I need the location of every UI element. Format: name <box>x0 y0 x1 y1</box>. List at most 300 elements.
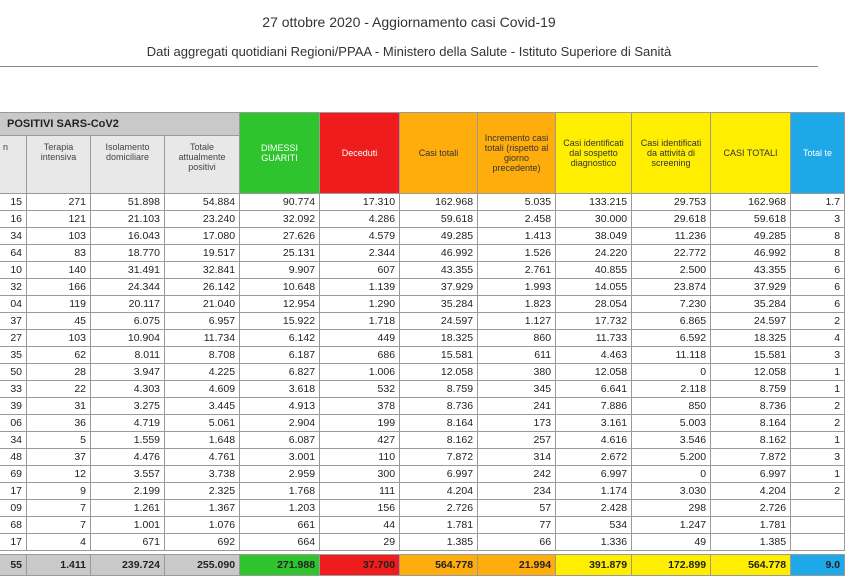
cell-isolamento-domiciliare: 1.261 <box>91 500 165 517</box>
cell-dimessi-guariti: 4.913 <box>240 398 320 415</box>
cell-deceduti: 44 <box>320 517 400 534</box>
table-row <box>0 483 845 500</box>
cell-casi-totali-2: 8.162 <box>711 432 791 449</box>
cell-incremento: 173 <box>478 415 556 432</box>
cell-casi-totali-2: 8.759 <box>711 381 791 398</box>
cell-dimessi-guariti: 661 <box>240 517 320 534</box>
cell-terapia-intensiva: 83 <box>27 245 91 262</box>
cell-ricoverati: 17 <box>0 483 27 500</box>
cell-totale-positivi: 17.080 <box>165 228 240 245</box>
cell-casi-totali: 4.204 <box>400 483 478 500</box>
cell-terapia-intensiva: 37 <box>27 449 91 466</box>
cell-terapia-intensiva: 119 <box>27 296 91 313</box>
cell-totale-tamponi <box>791 517 845 534</box>
cell-incremento: 345 <box>478 381 556 398</box>
cell-isolamento-domiciliare: 8.011 <box>91 347 165 364</box>
cell-ricoverati: 34 <box>0 228 27 245</box>
cell-incremento: 241 <box>478 398 556 415</box>
cell-screening: 11.236 <box>632 228 711 245</box>
cell-deceduti: 378 <box>320 398 400 415</box>
cell-screening: 3.030 <box>632 483 711 500</box>
cell-screening: 49 <box>632 534 711 551</box>
cell-casi-totali-2: 8.736 <box>711 398 791 415</box>
cell-isolamento-domiciliare: 20.117 <box>91 296 165 313</box>
total-incremento: 21.994 <box>478 555 556 576</box>
cell-deceduti: 29 <box>320 534 400 551</box>
cell-terapia-intensiva: 103 <box>27 330 91 347</box>
cell-ricoverati: 32 <box>0 279 27 296</box>
cell-ricoverati: 04 <box>0 296 27 313</box>
table-row <box>0 466 845 483</box>
cell-ricoverati: 37 <box>0 313 27 330</box>
col-header-totale-positivi: Totale attualmente positivi <box>165 136 240 194</box>
cell-screening: 3.546 <box>632 432 711 449</box>
cell-dimessi-guariti: 3.618 <box>240 381 320 398</box>
cell-casi-totali-2: 24.597 <box>711 313 791 330</box>
cell-sospetto-diagnostico: 6.997 <box>556 466 632 483</box>
cell-dimessi-guariti: 32.092 <box>240 211 320 228</box>
cell-totale-tamponi: 3 <box>791 211 845 228</box>
cell-deceduti: 1.290 <box>320 296 400 313</box>
col-header-isolamento-domiciliare: Isolamento domiciliare <box>91 136 165 194</box>
cell-sospetto-diagnostico: 30.000 <box>556 211 632 228</box>
cell-dimessi-guariti: 3.001 <box>240 449 320 466</box>
total-terapia-intensiva: 1.411 <box>27 555 91 576</box>
report-subtitle: Dati aggregati quotidiani Regioni/PPAA - Ministero della Salute - Istituto Superiore di Sanità <box>146 44 672 59</box>
cell-deceduti: 199 <box>320 415 400 432</box>
table-row <box>0 347 845 364</box>
cell-terapia-intensiva: 9 <box>27 483 91 500</box>
total-totale-positivi: 255.090 <box>165 555 240 576</box>
cell-casi-totali: 1.781 <box>400 517 478 534</box>
cell-terapia-intensiva: 31 <box>27 398 91 415</box>
cell-deceduti: 449 <box>320 330 400 347</box>
cell-totale-positivi: 32.841 <box>165 262 240 279</box>
cell-isolamento-domiciliare: 1.559 <box>91 432 165 449</box>
cell-screening: 29.753 <box>632 194 711 211</box>
cell-totale-tamponi: 3 <box>791 449 845 466</box>
cell-screening: 6.592 <box>632 330 711 347</box>
cell-isolamento-domiciliare: 3.947 <box>91 364 165 381</box>
title-divider <box>0 66 818 67</box>
cell-dimessi-guariti: 25.131 <box>240 245 320 262</box>
cell-ricoverati: 35 <box>0 347 27 364</box>
cell-sospetto-diagnostico: 11.733 <box>556 330 632 347</box>
cell-screening: 2.118 <box>632 381 711 398</box>
cell-ricoverati: 39 <box>0 398 27 415</box>
cell-deceduti: 532 <box>320 381 400 398</box>
cell-dimessi-guariti: 10.648 <box>240 279 320 296</box>
cell-casi-totali-2: 7.872 <box>711 449 791 466</box>
cell-casi-totali: 6.997 <box>400 466 478 483</box>
cell-incremento: 257 <box>478 432 556 449</box>
cell-ricoverati: 09 <box>0 500 27 517</box>
cell-screening: 6.865 <box>632 313 711 330</box>
covid-data-table <box>0 112 845 576</box>
total-isolamento-domiciliare: 239.724 <box>91 555 165 576</box>
cell-dimessi-guariti: 1.203 <box>240 500 320 517</box>
cell-totale-positivi: 1.367 <box>165 500 240 517</box>
total-casi-totali-2: 564.778 <box>711 555 791 576</box>
cell-terapia-intensiva: 121 <box>27 211 91 228</box>
cell-casi-totali-2: 2.726 <box>711 500 791 517</box>
cell-screening: 29.618 <box>632 211 711 228</box>
cell-ricoverati: 33 <box>0 381 27 398</box>
cell-casi-totali-2: 6.997 <box>711 466 791 483</box>
cell-terapia-intensiva: 45 <box>27 313 91 330</box>
cell-deceduti: 427 <box>320 432 400 449</box>
cell-casi-totali: 8.162 <box>400 432 478 449</box>
cell-deceduti: 300 <box>320 466 400 483</box>
cell-deceduti: 607 <box>320 262 400 279</box>
cell-casi-totali: 43.355 <box>400 262 478 279</box>
cell-casi-totali: 24.597 <box>400 313 478 330</box>
cell-deceduti: 111 <box>320 483 400 500</box>
cell-screening: 298 <box>632 500 711 517</box>
cell-casi-totali-2: 4.204 <box>711 483 791 500</box>
cell-sospetto-diagnostico: 38.049 <box>556 228 632 245</box>
table-row <box>0 398 845 415</box>
cell-dimessi-guariti: 27.626 <box>240 228 320 245</box>
cell-isolamento-domiciliare: 51.898 <box>91 194 165 211</box>
cell-terapia-intensiva: 7 <box>27 517 91 534</box>
cell-screening: 7.230 <box>632 296 711 313</box>
cell-deceduti: 110 <box>320 449 400 466</box>
cell-totale-positivi: 1.076 <box>165 517 240 534</box>
table-row <box>0 534 845 551</box>
cell-totale-tamponi: 3 <box>791 347 845 364</box>
cell-deceduti: 156 <box>320 500 400 517</box>
cell-casi-totali: 59.618 <box>400 211 478 228</box>
cell-sospetto-diagnostico: 534 <box>556 517 632 534</box>
cell-isolamento-domiciliare: 4.719 <box>91 415 165 432</box>
cell-casi-totali: 35.284 <box>400 296 478 313</box>
cell-dimessi-guariti: 1.768 <box>240 483 320 500</box>
cell-terapia-intensiva: 103 <box>27 228 91 245</box>
cell-casi-totali-2: 162.968 <box>711 194 791 211</box>
cell-sospetto-diagnostico: 6.641 <box>556 381 632 398</box>
total-deceduti: 37.700 <box>320 555 400 576</box>
cell-totale-tamponi: 2 <box>791 483 845 500</box>
cell-totale-tamponi: 1 <box>791 466 845 483</box>
cell-isolamento-domiciliare: 10.904 <box>91 330 165 347</box>
cell-totale-tamponi: 2 <box>791 415 845 432</box>
cell-casi-totali-2: 35.284 <box>711 296 791 313</box>
cell-ricoverati: 34 <box>0 432 27 449</box>
table-row <box>0 313 845 330</box>
cell-totale-tamponi: 2 <box>791 313 845 330</box>
cell-incremento: 234 <box>478 483 556 500</box>
cell-sospetto-diagnostico: 4.463 <box>556 347 632 364</box>
cell-incremento: 611 <box>478 347 556 364</box>
cell-deceduti: 17.310 <box>320 194 400 211</box>
cell-isolamento-domiciliare: 671 <box>91 534 165 551</box>
cell-terapia-intensiva: 271 <box>27 194 91 211</box>
cell-terapia-intensiva: 140 <box>27 262 91 279</box>
cell-incremento: 242 <box>478 466 556 483</box>
cell-dimessi-guariti: 6.087 <box>240 432 320 449</box>
cell-casi-totali: 8.759 <box>400 381 478 398</box>
cell-isolamento-domiciliare: 4.476 <box>91 449 165 466</box>
cell-totale-tamponi: 1 <box>791 432 845 449</box>
cell-dimessi-guariti: 6.142 <box>240 330 320 347</box>
cell-deceduti: 4.286 <box>320 211 400 228</box>
cell-sospetto-diagnostico: 3.161 <box>556 415 632 432</box>
positivi-group-header: POSITIVI SARS-CoV2 <box>0 113 240 136</box>
cell-casi-totali: 8.164 <box>400 415 478 432</box>
table-row <box>0 245 845 262</box>
cell-casi-totali: 15.581 <box>400 347 478 364</box>
col-header-screening: Casi identificati da attività di screening <box>632 113 711 194</box>
cell-totale-positivi: 3.738 <box>165 466 240 483</box>
cell-dimessi-guariti: 12.954 <box>240 296 320 313</box>
cell-totale-positivi: 3.445 <box>165 398 240 415</box>
cell-ricoverati: 48 <box>0 449 27 466</box>
cell-casi-totali: 18.325 <box>400 330 478 347</box>
cell-sospetto-diagnostico: 12.058 <box>556 364 632 381</box>
cell-screening: 850 <box>632 398 711 415</box>
table-row <box>0 517 845 534</box>
group-header-row <box>0 113 845 136</box>
cell-sospetto-diagnostico: 2.428 <box>556 500 632 517</box>
cell-ricoverati: 06 <box>0 415 27 432</box>
cell-ricoverati: 64 <box>0 245 27 262</box>
cell-screening: 22.772 <box>632 245 711 262</box>
table-row <box>0 415 845 432</box>
cell-totale-positivi: 54.884 <box>165 194 240 211</box>
table-row <box>0 432 845 449</box>
totals-row <box>0 555 845 576</box>
cell-dimessi-guariti: 6.187 <box>240 347 320 364</box>
cell-incremento: 77 <box>478 517 556 534</box>
cell-sospetto-diagnostico: 40.855 <box>556 262 632 279</box>
cell-isolamento-domiciliare: 3.275 <box>91 398 165 415</box>
cell-totale-positivi: 19.517 <box>165 245 240 262</box>
cell-screening: 5.003 <box>632 415 711 432</box>
cell-sospetto-diagnostico: 4.616 <box>556 432 632 449</box>
cell-casi-totali-2: 46.992 <box>711 245 791 262</box>
table-row <box>0 262 845 279</box>
table-row <box>0 194 845 211</box>
table-row <box>0 364 845 381</box>
cell-sospetto-diagnostico: 1.174 <box>556 483 632 500</box>
cell-incremento: 380 <box>478 364 556 381</box>
cell-casi-totali-2: 49.285 <box>711 228 791 245</box>
cell-casi-totali: 7.872 <box>400 449 478 466</box>
table-body <box>0 194 845 576</box>
cell-casi-totali: 46.992 <box>400 245 478 262</box>
cell-totale-positivi: 4.225 <box>165 364 240 381</box>
cell-totale-positivi: 23.240 <box>165 211 240 228</box>
cell-incremento: 1.823 <box>478 296 556 313</box>
cell-sospetto-diagnostico: 24.220 <box>556 245 632 262</box>
total-sospetto-diagnostico: 391.879 <box>556 555 632 576</box>
cell-casi-totali: 49.285 <box>400 228 478 245</box>
total-casi-totali: 564.778 <box>400 555 478 576</box>
cell-terapia-intensiva: 166 <box>27 279 91 296</box>
cell-totale-positivi: 692 <box>165 534 240 551</box>
cell-incremento: 5.035 <box>478 194 556 211</box>
cell-totale-tamponi: 6 <box>791 262 845 279</box>
cell-totale-positivi: 6.957 <box>165 313 240 330</box>
cell-ricoverati: 68 <box>0 517 27 534</box>
cell-deceduti: 1.718 <box>320 313 400 330</box>
cell-dimessi-guariti: 2.904 <box>240 415 320 432</box>
total-totale-tamponi: 9.0 <box>791 555 845 576</box>
cell-deceduti: 4.579 <box>320 228 400 245</box>
cell-screening: 5.200 <box>632 449 711 466</box>
cell-sospetto-diagnostico: 7.886 <box>556 398 632 415</box>
cell-totale-tamponi: 1 <box>791 381 845 398</box>
cell-casi-totali-2: 15.581 <box>711 347 791 364</box>
col-header-casi-totali-2: CASI TOTALI <box>711 113 791 194</box>
cell-totale-tamponi: 1.7 <box>791 194 845 211</box>
cell-dimessi-guariti: 15.922 <box>240 313 320 330</box>
col-header-casi-totali: Casi totali <box>400 113 478 194</box>
table-row <box>0 330 845 347</box>
table-row <box>0 500 845 517</box>
cell-casi-totali-2: 37.929 <box>711 279 791 296</box>
cell-dimessi-guariti: 664 <box>240 534 320 551</box>
col-header-ricoverati: n <box>0 136 27 194</box>
col-header-incremento: Incremento casi totali (rispetto al giorno precedente) <box>478 113 556 194</box>
cell-ricoverati: 15 <box>0 194 27 211</box>
cell-casi-totali: 8.736 <box>400 398 478 415</box>
cell-casi-totali: 2.726 <box>400 500 478 517</box>
cell-isolamento-domiciliare: 4.303 <box>91 381 165 398</box>
cell-screening: 11.118 <box>632 347 711 364</box>
cell-terapia-intensiva: 5 <box>27 432 91 449</box>
cell-deceduti: 2.344 <box>320 245 400 262</box>
cell-incremento: 1.127 <box>478 313 556 330</box>
cell-totale-positivi: 5.061 <box>165 415 240 432</box>
cell-isolamento-domiciliare: 2.199 <box>91 483 165 500</box>
cell-incremento: 314 <box>478 449 556 466</box>
cell-casi-totali: 162.968 <box>400 194 478 211</box>
cell-terapia-intensiva: 12 <box>27 466 91 483</box>
cell-incremento: 1.526 <box>478 245 556 262</box>
cell-ricoverati: 50 <box>0 364 27 381</box>
cell-deceduti: 1.006 <box>320 364 400 381</box>
cell-totale-positivi: 11.734 <box>165 330 240 347</box>
cell-screening: 0 <box>632 364 711 381</box>
col-header-sospetto-diagnostico: Casi identificati dal sospetto diagnostico <box>556 113 632 194</box>
cell-totale-positivi: 8.708 <box>165 347 240 364</box>
cell-terapia-intensiva: 7 <box>27 500 91 517</box>
cell-sospetto-diagnostico: 28.054 <box>556 296 632 313</box>
cell-casi-totali: 1.385 <box>400 534 478 551</box>
cell-casi-totali-2: 18.325 <box>711 330 791 347</box>
cell-casi-totali-2: 59.618 <box>711 211 791 228</box>
cell-ricoverati: 27 <box>0 330 27 347</box>
cell-terapia-intensiva: 28 <box>27 364 91 381</box>
cell-casi-totali: 12.058 <box>400 364 478 381</box>
cell-incremento: 2.458 <box>478 211 556 228</box>
cell-ricoverati: 69 <box>0 466 27 483</box>
cell-ricoverati: 10 <box>0 262 27 279</box>
cell-sospetto-diagnostico: 2.672 <box>556 449 632 466</box>
col-header-deceduti: Deceduti <box>320 113 400 194</box>
cell-totale-tamponi: 2 <box>791 398 845 415</box>
cell-totale-positivi: 4.609 <box>165 381 240 398</box>
cell-screening: 1.247 <box>632 517 711 534</box>
cell-screening: 23.874 <box>632 279 711 296</box>
cell-casi-totali-2: 1.781 <box>711 517 791 534</box>
table-row <box>0 381 845 398</box>
cell-isolamento-domiciliare: 18.770 <box>91 245 165 262</box>
cell-isolamento-domiciliare: 1.001 <box>91 517 165 534</box>
cell-incremento: 66 <box>478 534 556 551</box>
cell-incremento: 1.413 <box>478 228 556 245</box>
col-header-terapia-intensiva: Terapia intensiva <box>27 136 91 194</box>
total-screening: 172.899 <box>632 555 711 576</box>
cell-totale-tamponi <box>791 500 845 517</box>
cell-incremento: 1.993 <box>478 279 556 296</box>
table-row <box>0 296 845 313</box>
cell-isolamento-domiciliare: 24.344 <box>91 279 165 296</box>
table-row <box>0 228 845 245</box>
cell-casi-totali: 37.929 <box>400 279 478 296</box>
cell-isolamento-domiciliare: 6.075 <box>91 313 165 330</box>
cell-totale-positivi: 26.142 <box>165 279 240 296</box>
cell-casi-totali-2: 1.385 <box>711 534 791 551</box>
col-header-dimessi-guariti: DIMESSI GUARITI <box>240 113 320 194</box>
cell-totale-positivi: 1.648 <box>165 432 240 449</box>
cell-casi-totali-2: 8.164 <box>711 415 791 432</box>
cell-terapia-intensiva: 22 <box>27 381 91 398</box>
cell-terapia-intensiva: 36 <box>27 415 91 432</box>
cell-casi-totali-2: 43.355 <box>711 262 791 279</box>
cell-isolamento-domiciliare: 21.103 <box>91 211 165 228</box>
cell-casi-totali-2: 12.058 <box>711 364 791 381</box>
cell-deceduti: 686 <box>320 347 400 364</box>
cell-dimessi-guariti: 9.907 <box>240 262 320 279</box>
cell-incremento: 57 <box>478 500 556 517</box>
cell-totale-tamponi: 8 <box>791 245 845 262</box>
cell-totale-tamponi: 4 <box>791 330 845 347</box>
table-row <box>0 211 845 228</box>
cell-dimessi-guariti: 2.959 <box>240 466 320 483</box>
cell-totale-tamponi: 6 <box>791 279 845 296</box>
table-row <box>0 449 845 466</box>
cell-sospetto-diagnostico: 1.336 <box>556 534 632 551</box>
cell-totale-tamponi: 8 <box>791 228 845 245</box>
cell-dimessi-guariti: 6.827 <box>240 364 320 381</box>
cell-screening: 2.500 <box>632 262 711 279</box>
cell-totale-tamponi: 6 <box>791 296 845 313</box>
cell-terapia-intensiva: 4 <box>27 534 91 551</box>
cell-totale-positivi: 21.040 <box>165 296 240 313</box>
cell-totale-tamponi: 1 <box>791 364 845 381</box>
cell-dimessi-guariti: 90.774 <box>240 194 320 211</box>
cell-ricoverati: 16 <box>0 211 27 228</box>
cell-deceduti: 1.139 <box>320 279 400 296</box>
total-dimessi-guariti: 271.988 <box>240 555 320 576</box>
cell-isolamento-domiciliare: 31.491 <box>91 262 165 279</box>
cell-incremento: 860 <box>478 330 556 347</box>
cell-totale-positivi: 4.761 <box>165 449 240 466</box>
col-header-totale-tamponi: Total te <box>791 113 845 194</box>
cell-sospetto-diagnostico: 133.215 <box>556 194 632 211</box>
total-ricoverati: 55 <box>0 555 27 576</box>
cell-incremento: 2.761 <box>478 262 556 279</box>
cell-terapia-intensiva: 62 <box>27 347 91 364</box>
cell-isolamento-domiciliare: 16.043 <box>91 228 165 245</box>
cell-screening: 0 <box>632 466 711 483</box>
cell-totale-tamponi <box>791 534 845 551</box>
report-title: 27 ottobre 2020 - Aggiornamento casi Covid-19 <box>262 14 556 30</box>
table-row <box>0 279 845 296</box>
